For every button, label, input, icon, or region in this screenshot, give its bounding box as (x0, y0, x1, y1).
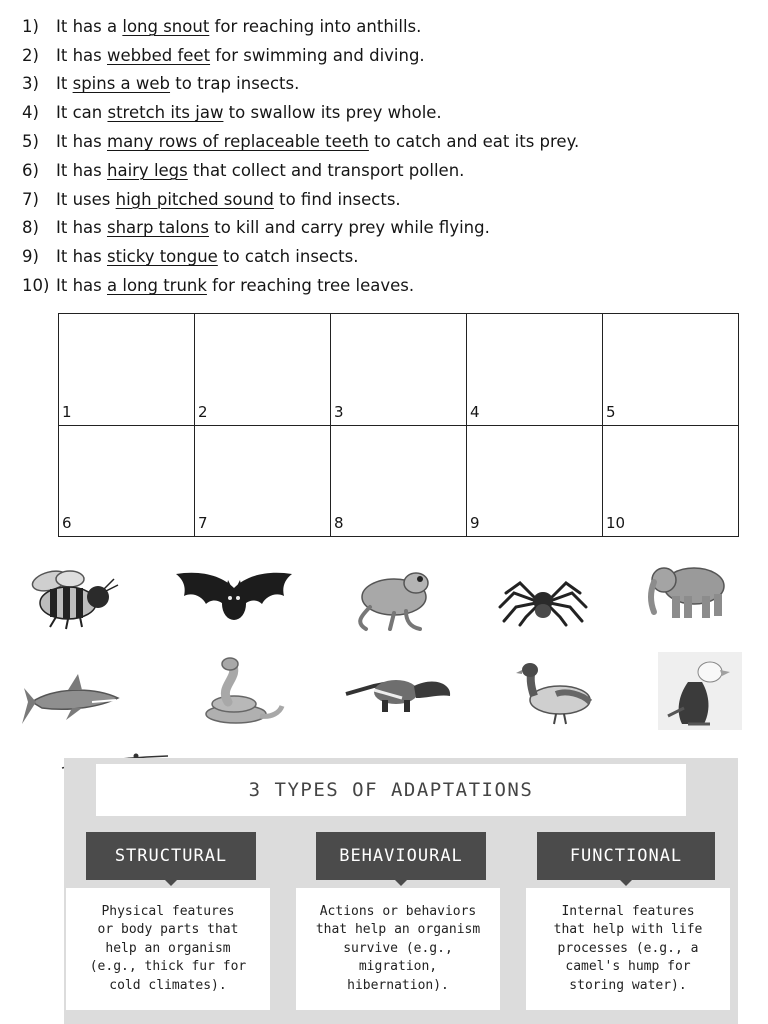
adaptations-poster (64, 758, 738, 1024)
clue-number: 4) (22, 103, 39, 123)
clue-keyword: high pitched sound (115, 189, 274, 209)
frog-icon[interactable] (350, 563, 440, 633)
clue-item (22, 98, 722, 127)
clue-number: 6) (22, 160, 39, 180)
anteater-icon[interactable] (344, 672, 454, 714)
clue-text: to trap insects. (170, 74, 300, 94)
clue-item (22, 242, 722, 271)
clue-keyword: webbed feet (107, 45, 211, 65)
clue-text: It (56, 74, 73, 94)
cell-number: 6 (62, 514, 72, 532)
clue-keyword: sharp talons (107, 218, 209, 238)
clue-text: It has (56, 218, 107, 238)
answer-cell[interactable] (331, 314, 467, 426)
clue-item (22, 185, 722, 214)
clue-keyword: spins a web (72, 74, 171, 94)
cell-number: 4 (470, 402, 480, 421)
answer-cell[interactable] (59, 314, 195, 426)
functional-heading: FUNCTIONAL (537, 832, 715, 880)
duck-icon[interactable] (516, 660, 596, 726)
clue-text: to find insects. (273, 189, 401, 209)
behavioural-heading: BEHAVIOURAL (316, 832, 486, 880)
clue-text: to kill and carry prey while flying. (208, 218, 490, 238)
bat-icon[interactable] (172, 566, 296, 636)
cell-number: 10 (606, 514, 626, 532)
cell-number: 5 (606, 402, 616, 421)
clue-text: for swimming and diving. (210, 45, 425, 65)
cell-number: 8 (334, 514, 344, 532)
clue-text: for reaching tree leaves. (206, 276, 415, 296)
bee-icon[interactable] (20, 563, 120, 633)
clue-text: to catch insects. (217, 247, 359, 267)
poster-title-box (96, 764, 686, 816)
functional-description: Internal features that help with life processes (e.g., a camel's hump for storing water). (526, 888, 730, 1010)
clue-text: that collect and transport pollen. (187, 160, 465, 180)
structural-description: Physical features or body parts that help an organism (e.g., thick fur for cold climates). (66, 888, 270, 1010)
spider-icon[interactable] (496, 573, 590, 627)
clue-item (22, 41, 722, 70)
answer-cell[interactable] (59, 426, 195, 538)
clue-number: 9) (22, 247, 39, 267)
clue-text: to swallow its prey whole. (223, 103, 442, 123)
clue-number: 7) (22, 189, 39, 209)
clue-text: It has (56, 160, 107, 180)
clue-item (22, 127, 722, 156)
clue-text: It uses (56, 189, 116, 209)
clue-keyword: long snout (122, 16, 210, 36)
clue-text: It has a (56, 16, 123, 36)
clue-number: 8) (22, 218, 39, 238)
clue-item (22, 214, 722, 243)
clue-item (22, 271, 722, 300)
clue-number: 10) (22, 276, 50, 296)
structural-heading: STRUCTURAL (86, 832, 256, 880)
cell-number: 1 (62, 402, 72, 421)
cell-number: 7 (198, 514, 208, 532)
clue-list (22, 12, 722, 300)
clue-number: 2) (22, 45, 39, 65)
clue-text: It can (56, 103, 108, 123)
snake-icon[interactable] (200, 656, 286, 726)
clue-item (22, 156, 722, 185)
clue-keyword: a long trunk (107, 276, 207, 296)
clue-text: to catch and eat its prey. (368, 132, 580, 152)
behavioural-description: Actions or behaviors that help an organism survive (e.g., migration, hibernation). (296, 888, 500, 1010)
elephant-icon[interactable] (644, 558, 730, 622)
clue-number: 1) (22, 16, 39, 36)
answer-cell[interactable] (603, 314, 739, 426)
clue-keyword: sticky tongue (107, 247, 218, 267)
clue-item (22, 12, 722, 41)
eagle-icon[interactable] (658, 652, 742, 730)
clue-keyword: hairy legs (107, 160, 188, 180)
answer-cell[interactable] (467, 426, 603, 538)
clue-text: for reaching into anthills. (209, 16, 422, 36)
clue-item (22, 70, 722, 99)
cell-number: 3 (334, 402, 344, 421)
clue-text: It has (56, 45, 107, 65)
poster-title: 3 TYPES OF ADAPTATIONS (248, 779, 534, 801)
cell-number: 9 (470, 514, 480, 532)
clue-text: It has (56, 276, 107, 296)
answer-grid (58, 313, 739, 537)
clue-number: 5) (22, 132, 39, 152)
clue-number: 3) (22, 74, 39, 94)
answer-cell[interactable] (195, 314, 331, 426)
clue-keyword: stretch its jaw (107, 103, 224, 123)
answer-cell[interactable] (331, 426, 467, 538)
cell-number: 2 (198, 402, 208, 421)
clue-text: It has (56, 132, 107, 152)
answer-cell[interactable] (195, 426, 331, 538)
answer-cell[interactable] (603, 426, 739, 538)
clue-text: It has (56, 247, 107, 267)
clue-keyword: many rows of replaceable teeth (107, 132, 369, 152)
shark-icon[interactable] (22, 672, 122, 728)
answer-cell[interactable] (467, 314, 603, 426)
